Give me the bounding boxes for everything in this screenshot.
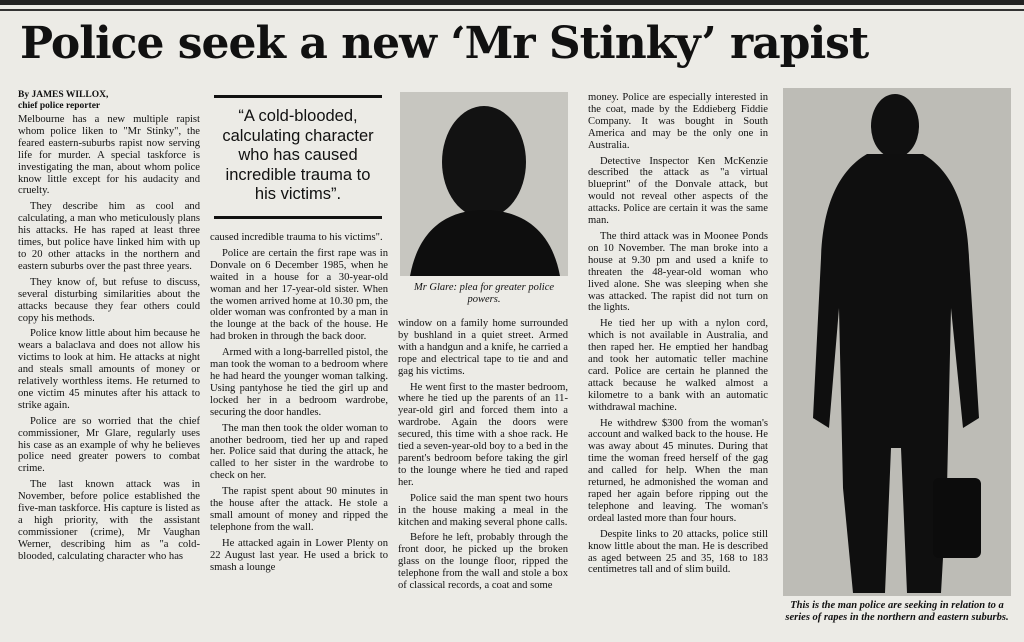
photo-caption-suspect: This is the man police are seeking in relation to a series of rapes in the northern and eastern suburbs.: [785, 600, 1009, 623]
paragraph: They know of, but refuse to discuss, several disturbing similarities about the attacks because they fear others could copy his methods.: [18, 276, 200, 324]
photo-mr-glare: [400, 92, 568, 276]
paragraph: He tied her up with a nylon cord, which is not available in Australia, and then raped her. He emptied her handbag and took her automatic teller machine card. Police are certain he planned the attack because he walked almost a kilometre to a bank with an automatic withdrawal machine.: [588, 318, 768, 413]
pull-quote: [214, 95, 382, 221]
portrait-silhouette: [400, 92, 568, 276]
paragraph: He attacked again in Lower Plenty on 22 August last year. He used a brick to smash a lounge: [210, 537, 388, 573]
article-column-2: [210, 232, 388, 636]
paragraph: Police are certain the first rape was in Donvale on 6 December 1985, when he waited in a house for a 30-year-old woman and her 17-year-old sister. When the women arrived home at 10.30 pm, the older woman was confronted by a man in the lounge at the back of the house. He had broken in through the back door.: [210, 247, 388, 343]
paragraph: Melbourne has a new multiple rapist whom police liken to "Mr Stinky", the feared eastern-suburbs rapist now serving life for murder. A special taskforce is investigating the man, about whom police know little except for his audacity and cruelty.: [18, 114, 200, 197]
headline: Police seek a new ‘Mr Stinky’ rapist: [20, 18, 869, 69]
figure-silhouette: [783, 88, 1011, 596]
paragraph: caused incredible trauma to his victims".: [210, 232, 383, 243]
paragraph: They describe him as cool and calculating, a man who meticulously plans his attacks. He has raped at least three times, but police have linked him with up to 20 other attacks in the northern and eastern suburbs over the past three years.: [18, 201, 200, 272]
article-column-3: [398, 318, 568, 636]
top-rule: [0, 0, 1024, 5]
article-column-1: [18, 90, 200, 636]
paragraph: window on a family home surrounded by bushland in a quiet street. Armed with a handgun and a knife, he carried a rope and electrical tape to tie and and gag his victims.: [398, 318, 568, 377]
paragraph: The man then took the older woman to another bedroom, tied her up and raped her. Police said that during the attack, he called to her sister in the wardrobe to check on her.: [210, 422, 388, 482]
paragraph: Police are so worried that the chief commissioner, Mr Glare, regularly uses his case as an example of why he believes police need greater powers to combat crime.: [18, 415, 200, 475]
paragraph: Detective Inspector Ken McKenzie described the attack as "a virtual blueprint" of the Donvale attack, but would not reveal other aspects of the attacks. Police are certain it was the same man.: [588, 155, 768, 227]
paragraph: The rapist spent about 90 minutes in the house after the attack. He stole a small amount of money and ripped the telephone from the wall.: [210, 486, 388, 533]
paragraph: Police said the man spent two hours in the house making a meal in the kitchen and making several phone calls.: [398, 492, 568, 528]
article-column-4: [588, 92, 768, 636]
paragraph: The last known attack was in November, before police established the five-man taskforce. His capture is listed as a high priority, with the assistant commissioner (crime), Mr Vaughan Werner, describing him as "a cold-blooded, calculating character who has: [18, 479, 200, 562]
photo-suspect-silhouette: [783, 88, 1011, 596]
paragraph: Police know little about him because he wears a balaclava and does not allow his victims to look at him. He attacks at night and steals small amounts of money or relatively worthless items. He returned to one victim 45 minutes after his attack to strike again.: [18, 328, 200, 411]
byline: [18, 90, 200, 112]
paragraph: Armed with a long-barrelled pistol, the man took the woman to a bedroom where he had heard the younger woman talking. Using pantyhose he tied the girl up and locked her in a bedroom wardrobe, securing the door handles.: [210, 347, 388, 418]
pull-quote-top-rule: [214, 95, 382, 98]
photo-caption-mr-glare: Mr Glare: plea for greater police powers.: [413, 282, 555, 305]
paragraph: He withdrew $300 from the woman's account and walked back to the house. He was away about 45 minutes. During that time the woman freed herself of the gag and called for help. When the man returned, he admonished the woman and raped her again before ripping out the telephone and leaving. The woman's ordeal lasted more than four hours.: [588, 417, 768, 524]
paragraph: Before he left, probably through the front door, he picked up the broken glass on the lounge floor, ripped the telephone from the wall and stole a box of classical records, a coat and some: [398, 532, 568, 592]
top-rule-thin: [0, 9, 1024, 11]
pull-quote-text: “A cold-blooded, calculating character who has caused incredible trauma to his victims”.: [222, 107, 374, 203]
paragraph: Despite links to 20 attacks, police still know little about the man. He is described as aged between 25 and 35, 168 to 183 centimetres tall and of slim build.: [588, 528, 768, 576]
pull-quote-bottom-rule: [214, 216, 382, 219]
byline-author: By JAMES WILLOX,: [18, 90, 109, 100]
paragraph: The third attack was in Moonee Ponds on 10 November. The man broke into a house at 9.30 pm and used a knife to threaten the 48-year-old woman who lived alone. She was sleeping when she was attacked. The rapist did not turn on the lights.: [588, 230, 768, 314]
paragraph: He went first to the master bedroom, where he tied up the parents of an 11-year-old girl and forced them into a wardrobe. Again the doors were secured, this time with a shoe rack. He tied a seven-year-old boy to a bed in the parent's bedroom before taking the girl to the lounge where he tied and raped her.: [398, 381, 568, 488]
paragraph: money. Police are especially interested in the coat, made by the Eddieberg Fiddie Company. It was bought in South America and may be the only one in Australia.: [588, 92, 768, 151]
byline-role: chief police reporter: [18, 101, 101, 111]
